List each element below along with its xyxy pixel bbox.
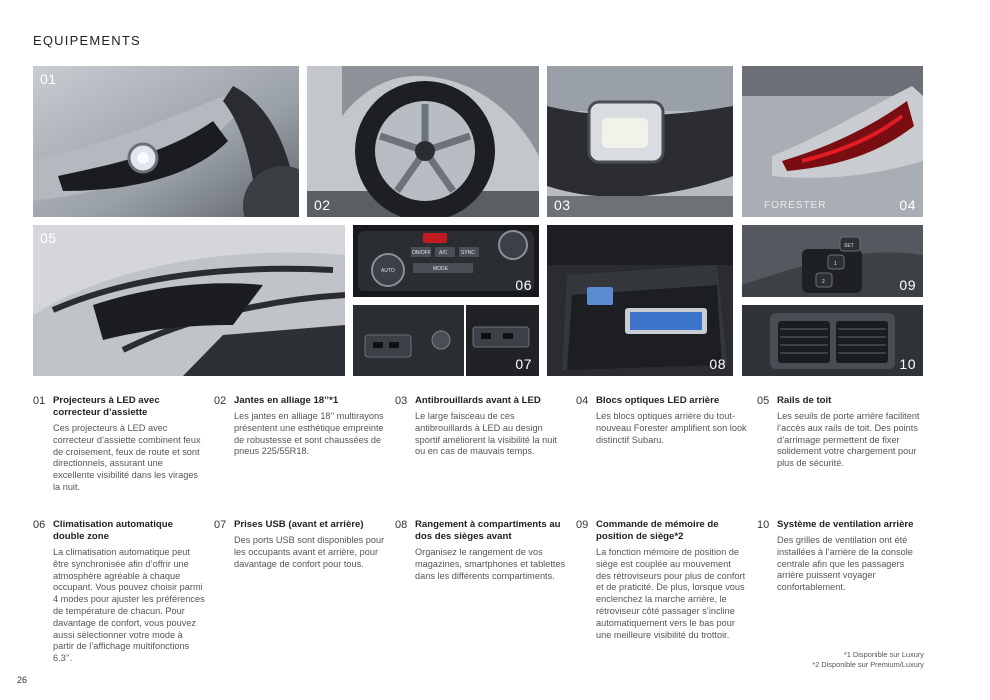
feature-climatisation <box>33 519 205 665</box>
photo-number: 05 <box>40 230 57 246</box>
feature-text: Le large faisceau de ces antibrouillards à LED au design sportif améliorent la visibilité la nuit ou en cas de mauvais temps. <box>415 411 557 457</box>
photo-foglight <box>547 66 733 217</box>
memory-label: 1 <box>834 261 837 267</box>
feature-number: 06 <box>33 519 46 531</box>
climate-label: SYNC <box>461 250 475 256</box>
forester-badge: FORESTER <box>764 200 827 211</box>
feature-prises-usb <box>214 519 386 570</box>
photo-wheel <box>307 66 539 217</box>
feature-title: Système de ventilation arrière <box>777 519 914 530</box>
feature-title: Antibrouillards avant à LED <box>415 395 541 406</box>
photo-number: 08 <box>709 356 726 372</box>
photo-number: 09 <box>899 277 916 293</box>
feature-blocs-optiques <box>576 395 748 446</box>
feature-number: 08 <box>395 519 408 531</box>
feature-memoire-siege <box>576 519 748 641</box>
feature-number: 03 <box>395 395 408 407</box>
feature-text: Organisez le rangement de vos magazines, smartphones et tablettes dans les différents compartiments. <box>415 547 566 581</box>
feature-number: 10 <box>757 519 770 531</box>
memory-label: 2 <box>822 279 825 285</box>
feature-title: Rails de toit <box>777 395 832 406</box>
feature-text: Des ports USB sont disponibles pour les occupants avant et arrière, pour davantage de confort pour tous. <box>234 535 385 569</box>
feature-title: Rangement à compartiments au dos des sièges avant <box>415 519 561 542</box>
feature-title: Jantes en alliage 18’’*1 <box>234 395 339 406</box>
photo-rearlight <box>742 66 923 217</box>
feature-text: Les blocs optiques arrière du tout-nouveau Forester amplifient son look distinctif Subaru. <box>596 411 747 445</box>
photo-seat-pocket <box>547 225 733 376</box>
photo-roofrails <box>33 225 345 376</box>
footnote: *2 Disponible sur Premium/Luxury <box>812 660 924 669</box>
feature-number: 01 <box>33 395 46 407</box>
photo-number: 02 <box>314 197 331 213</box>
footnotes <box>812 650 924 670</box>
feature-title: Commande de mémoire de position de siège*2 <box>596 519 719 542</box>
feature-number: 04 <box>576 395 589 407</box>
feature-title: Blocs optiques LED arrière <box>596 395 720 406</box>
feature-number: 07 <box>214 519 227 531</box>
photo-climate-panel <box>353 225 539 297</box>
feature-title: Projecteurs à LED avec correcteur d’assiette <box>53 395 160 418</box>
feature-text: Les jantes en alliage 18’’ multirayons présentent une esthétique empreinte de robustesse et sont chaussées de pneus 225/55R18. <box>234 411 384 457</box>
photo-seat-memory <box>742 225 923 297</box>
feature-rangement <box>395 519 567 582</box>
climate-label: ON/OFF <box>412 250 431 256</box>
feature-rails-toit <box>757 395 929 470</box>
photo-rear-vents <box>742 305 923 376</box>
climate-label: MODE <box>433 266 448 272</box>
feature-jantes-alliage <box>214 395 386 458</box>
photo-number: 03 <box>554 197 571 213</box>
feature-title: Prises USB (avant et arrière) <box>234 519 364 530</box>
feature-projecteurs-led <box>33 395 205 494</box>
photo-number: 10 <box>899 356 916 372</box>
climate-label: AUTO <box>381 268 395 274</box>
photo-number: 04 <box>899 197 916 213</box>
feature-text: Des grilles de ventilation ont été installées à l’arrière de la console centrale afin que les passagers arrière puissent voyager confortablement. <box>777 535 913 593</box>
feature-text: La climatisation automatique peut être synchronisée afin d’offrir une atmosphère agréable à chaque occupant. Vous pouvez choisir parmi 4 modes pour ajuster les préférences de température de chacun. Pour davantage de confort, vous pouvez aussi sélectionner votre mode à partir de l’affichage multifonctions 6.3’’. <box>53 547 205 664</box>
feature-number: 09 <box>576 519 589 531</box>
photo-number: 01 <box>40 71 57 87</box>
feature-text: Les seuils de porte arrière facilitent l’accès aux rails de toit. Des points d’arrimage permettent de fixer solidement votre chargement pour plus de sécurité. <box>777 411 920 469</box>
photo-number: 07 <box>515 356 532 372</box>
feature-text: La fonction mémoire de position de siège est couplée au mouvement des rétroviseurs pour plus de confort et de praticité. De plus, lorsque vous enclenchez la marche arrière, le rétroviseur côté passager s’incline automatiquement vers le bas pour une meilleure visibilité du trottoir. <box>596 547 746 640</box>
feature-ventilation-arriere <box>757 519 929 594</box>
feature-number: 05 <box>757 395 770 407</box>
photo-headlight <box>33 66 299 217</box>
feature-number: 02 <box>214 395 227 407</box>
footnote: *1 Disponible sur Luxury <box>843 650 924 659</box>
photo-number: 06 <box>515 277 532 293</box>
page-number: 26 <box>17 675 28 685</box>
memory-label: SET <box>844 243 854 249</box>
feature-antibrouillards <box>395 395 567 458</box>
page-title: EQUIPEMENTS <box>33 33 141 48</box>
feature-text: Ces projecteurs à LED avec correcteur d’assiette combinent feux de croisement, feux de route et sont directionnels, assurant une excellente visibilité dans les virages la nuit. <box>53 423 201 492</box>
photo-usb-ports <box>353 305 539 376</box>
feature-title: Climatisation automatique double zone <box>53 519 173 542</box>
climate-label: A/C <box>439 250 448 256</box>
